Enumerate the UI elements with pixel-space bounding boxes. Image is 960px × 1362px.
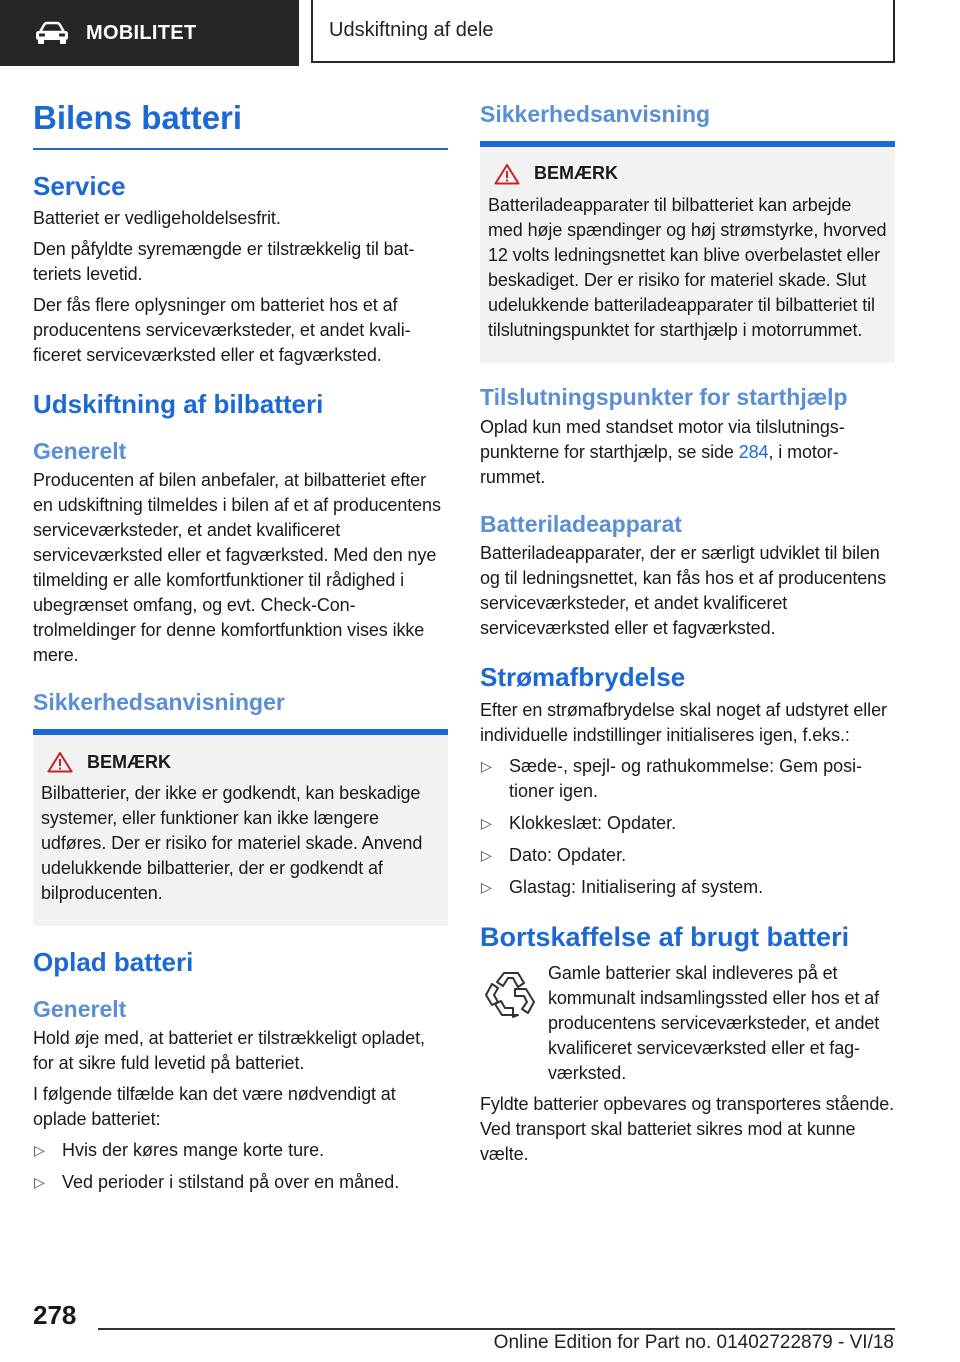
service-paragraph-3: Der fås flere oplysninger om batteriet hos et af producentens serviceværksteder, et andet kvalificeret serviceværksted eller et fagværksted.	[33, 295, 411, 366]
notice-text-right: Batteriladeapparater til bilbatteriet kan arbejde med høje spændinger og høj strømstyrke, hvorved 12 volts ledningsnettet kan blive overbelastet eller beskadiget. Der er risiko for materiel skade. Slut udelukkende batteriladeapparater til bilbatteriet til tilslutningspunktet for starthjælp i motorrummet.	[488, 194, 887, 340]
bullet-triangle-icon: ▷	[34, 1174, 45, 1191]
chapter-label: Udskiftning af dele	[329, 19, 494, 41]
notice-title-left: BEMÆRK	[87, 751, 171, 772]
charge-bullet-list	[33, 1138, 448, 1195]
list-item: ▷ Dato: Opdater.	[480, 843, 895, 868]
charge-paragraph-2: I følgende tilfælde kan det være nødvendigt at oplade batteriet:	[33, 1084, 396, 1130]
list-item: ▷ Glastag: Initialisering af system.	[480, 875, 895, 900]
safety-heading-right: Sikkerhedsanvisning	[480, 101, 711, 127]
page-number: 278	[33, 1300, 77, 1330]
section-tab	[0, 0, 299, 66]
disposal-paragraph-1: Gamle batterier skal indleveres på et kommunalt indsamlingssted eller hos et af producentens serviceværksteder, et andet kvalificeret serviceværksted eller et fagværksted.	[548, 962, 880, 1083]
section-label: MOBILITET	[86, 21, 197, 44]
bullet-triangle-icon: ▷	[481, 878, 492, 895]
charger-heading: Batteriladeapparat	[480, 510, 682, 537]
right-column	[480, 98, 895, 1173]
list-item: ▷ Klokkeslæt: Opdater.	[480, 811, 895, 836]
footer-rule	[98, 1328, 895, 1330]
car-icon	[34, 21, 70, 45]
notice-box-left	[33, 729, 448, 926]
power-bullet-list	[480, 754, 895, 900]
charge-heading: Oplad batteri	[33, 947, 194, 978]
notice-box-right	[480, 141, 895, 363]
replace-paragraph: Producenten af bilen anbefaler, at bilbatteriet efter en udskiftning tilmeldes i bilen af et af producentens serviceværksteder, et andet kvalificeret serviceværksted eller et fagværksted. Med den nye tilmelding er alle komfortfunktioner til rådighed i ubegrænset omfang, og evt. Check-Controlmeldinger for denne komfortfunktion vises ikke mere.	[33, 470, 441, 666]
jump-start-heading: Tilslutningspunkter for starthjælp	[480, 383, 848, 410]
bullet-triangle-icon: ▷	[481, 846, 492, 863]
bullet-triangle-icon: ▷	[34, 1142, 45, 1159]
charge-subheading: Generelt	[33, 995, 127, 1022]
title-rule	[33, 148, 448, 150]
disposal-heading: Bortskaffelse af brugt batteri	[480, 921, 850, 952]
warning-icon	[494, 163, 520, 185]
replace-subheading: Generelt	[33, 437, 127, 464]
left-column	[33, 98, 448, 1202]
charge-paragraph-1: Hold øje med, at batteriet er tilstrækkeligt opladet, for at sikre fuld levetid på batteriet.	[33, 1028, 425, 1074]
list-item: ▷ Ved perioder i stilstand på over en måned.	[33, 1170, 448, 1195]
service-paragraph-2: Den påfyldte syremængde er tilstrækkelig til batteriets levetid.	[33, 239, 415, 285]
power-heading: Strømafbrydelse	[480, 662, 686, 693]
safety-heading-left: Sikkerhedsanvisninger	[33, 689, 285, 716]
page-footer	[0, 1296, 960, 1362]
edition-text: Online Edition for Part no. 01402722879 - VI/18	[493, 1332, 894, 1353]
page-reference-link[interactable]: 284	[738, 441, 769, 462]
service-heading: Service	[33, 170, 126, 201]
power-paragraph: Efter en strømafbrydelse skal noget af udstyret eller individuelle indstillinger initialiseres igen, f.eks.:	[480, 699, 887, 745]
notice-title-right: BEMÆRK	[534, 163, 618, 184]
page-header	[0, 0, 960, 66]
disposal-paragraph-2: Fyldte batterier opbevares og transporteres stående. Ved transport skal batteriet sikres mod at kunne vælte.	[480, 1093, 895, 1164]
disposal-block	[480, 959, 895, 1092]
chapter-box	[311, 0, 895, 63]
page-title: Bilens batteri	[33, 99, 243, 136]
notice-text-left: Bilbatterier, der ikke er godkendt, kan beskadige systemer, eller funktioner kan ikke længere udføres. Der er risiko for materiel skade. Anvend udelukkende bilbatterier, der er godkendt af bilproducenten.	[41, 783, 423, 904]
bullet-triangle-icon: ▷	[481, 757, 492, 774]
replace-heading: Udskiftning af bilbatteri	[33, 389, 324, 420]
jump-start-paragraph: Oplad kun med standset motor via tilslutningspunkterne for starthjælp, se side 284, i motorrummet.	[480, 416, 845, 487]
service-paragraph-1: Batteriet er vedligeholdelsesfrit.	[33, 208, 281, 229]
warning-icon	[47, 751, 73, 773]
charger-paragraph: Batteriladeapparater, der er særligt udviklet til bilen og til ledningsnettet, kan fås hos et af producentens serviceværksteder, et andet kvalificeret serviceværksted eller et fagværksted.	[480, 543, 886, 639]
bullet-triangle-icon: ▷	[481, 814, 492, 831]
list-item: ▷ Hvis der køres mange korte ture.	[33, 1138, 448, 1163]
list-item: ▷ Sæde-, spejl- og rathukommelse: Gem positioner igen.	[481, 755, 863, 801]
recycling-icon	[480, 967, 542, 1023]
